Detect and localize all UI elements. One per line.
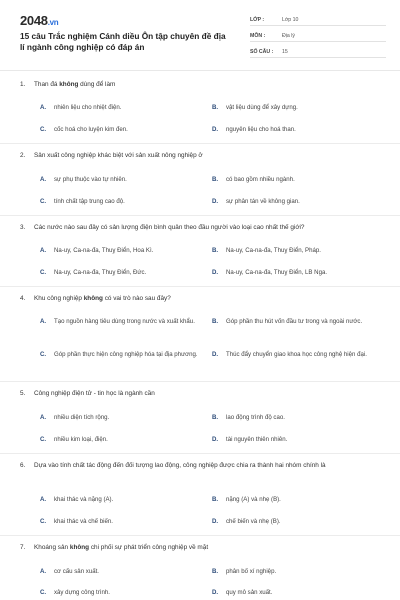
question-divider <box>0 453 400 454</box>
question-number: 1. <box>20 81 26 88</box>
question-2 <box>20 151 380 161</box>
meta-row-subject <box>250 28 386 42</box>
question-3 <box>20 223 380 233</box>
question-number: 5. <box>20 390 26 397</box>
option-a[interactable]: A. Tạo nguồn hàng tiêu dùng trong nước và xuất khẩu. <box>40 318 195 325</box>
question-divider <box>0 381 400 382</box>
option-b[interactable]: B. có bao gồm nhiều ngành. <box>212 176 295 183</box>
option-d[interactable]: D. nguyên liệu cho hoá than. <box>212 126 296 133</box>
option-a[interactable]: A. Na-uy, Ca-na-đa, Thuỵ Điển, Hoa Kì. <box>40 247 154 254</box>
question-4 <box>20 294 380 304</box>
option-c[interactable]: C. xây dựng công trình. <box>40 589 110 596</box>
question-divider <box>0 286 400 287</box>
option-d[interactable]: D. chế biến và nhẹ (B). <box>212 518 281 525</box>
option-d[interactable]: D. tài nguyên thiên nhiên. <box>212 436 288 443</box>
logo-suffix: .vn <box>47 18 59 27</box>
site-logo[interactable] <box>20 13 58 28</box>
option-c[interactable]: C. khai thác và chế biến. <box>40 518 113 525</box>
option-d[interactable]: D. Thúc đẩy chuyển giao khoa học công nghệ hiện đại. <box>212 351 367 358</box>
question-stem: 2. Sản xuất công nghiệp khác biệt với sản xuất nông nghiệp ở <box>20 152 203 159</box>
option-a[interactable]: A. nhiều diện tích rộng. <box>40 414 110 421</box>
option-b[interactable]: B. Góp phần thu hút vốn đầu tư trong và ngoài nước. <box>212 318 363 325</box>
question-number: 7. <box>20 544 26 551</box>
option-a[interactable]: A. khai thác và nặng (A). <box>40 496 114 503</box>
option-b[interactable]: B. nặng (A) và nhẹ (B). <box>212 496 281 503</box>
question-divider <box>0 143 400 144</box>
meta-row-count <box>250 44 386 58</box>
meta-label: MÔN : <box>250 33 266 39</box>
document-header <box>0 0 400 70</box>
negation-emphasis: không <box>59 81 79 88</box>
option-c[interactable]: C. tính chất tập trung cao độ. <box>40 198 125 205</box>
meta-value: Địa lý <box>282 33 295 39</box>
question-stem: 1. Than đá không dùng để làm <box>20 81 116 88</box>
option-b[interactable]: B. Na-uy, Ca-na-đa, Thuỵ Điển, Pháp. <box>212 247 321 254</box>
question-7 <box>20 543 380 553</box>
question-stem: 7. Khoáng sản không chi phối sự phát triển công nghiệp về mặt <box>20 544 209 551</box>
option-b[interactable]: B. lao động trình độ cao. <box>212 414 285 421</box>
option-c[interactable]: C. Na-uy, Ca-na-đa, Thuỵ Điển, Đức. <box>40 269 147 276</box>
option-a[interactable]: A. sự phụ thuộc vào tự nhiên. <box>40 176 127 183</box>
negation-emphasis: không <box>83 295 103 302</box>
question-stem: 3. Các nước nào sau đây có sản lượng điện bình quân theo đầu người vào loại cao nhất thế giới? <box>20 224 305 231</box>
option-d[interactable]: D. sự phân tán về không gian. <box>212 198 300 205</box>
meta-label: LỚP : <box>250 17 265 23</box>
question-divider <box>0 535 400 536</box>
meta-value: 15 <box>282 49 288 55</box>
document-title: 15 câu Trắc nghiệm Cánh diều Ôn tập chuyên đề địa lí ngành công nghiệp có đáp án <box>20 31 226 52</box>
meta-row-class <box>250 12 386 26</box>
question-stem: 6. Dựa vào tính chất tác động đến đối tượng lao động, công nghiệp được chia ra thành hai nhóm chính là <box>20 462 326 469</box>
question-stem: 4. Khu công nghiệp không có vai trò nào sau đây? <box>20 295 171 302</box>
option-d[interactable]: D. Na-uy, Ca-na-đa, Thuỵ Điển, LB Nga. <box>212 269 328 276</box>
header-divider <box>0 70 400 71</box>
option-c[interactable]: C. cốc hoá cho luyện kim đen. <box>40 126 128 133</box>
option-b[interactable]: B. vật liệu dùng để xây dựng. <box>212 104 298 111</box>
question-stem: 5. Công nghiệp điện tử - tin học là ngành cần <box>20 390 155 397</box>
option-d[interactable]: D. quy mô sản xuất. <box>212 589 273 596</box>
option-a[interactable]: A. cơ cấu sản xuất. <box>40 568 99 575</box>
meta-value: Lớp 10 <box>282 17 299 23</box>
option-b[interactable]: B. phân bố xí nghiệp. <box>212 568 277 575</box>
question-number: 3. <box>20 224 26 231</box>
negation-emphasis: không <box>69 544 90 551</box>
question-number: 6. <box>20 462 26 469</box>
question-divider <box>0 215 400 216</box>
question-number: 2. <box>20 152 26 159</box>
document-meta <box>250 12 386 60</box>
question-6 <box>20 461 380 471</box>
option-c[interactable]: C. nhiều kim loại, điện. <box>40 436 108 443</box>
option-a[interactable]: A. nhiên liệu cho nhiệt điện. <box>40 104 122 111</box>
logo-number: 2048 <box>20 13 48 28</box>
meta-label: SỐ CÂU : <box>250 49 274 55</box>
option-c[interactable]: C. Góp phần thực hiện công nghiệp hóa tại địa phương. <box>40 351 198 358</box>
question-number: 4. <box>20 295 26 302</box>
question-5 <box>20 389 380 399</box>
question-1 <box>20 80 380 90</box>
